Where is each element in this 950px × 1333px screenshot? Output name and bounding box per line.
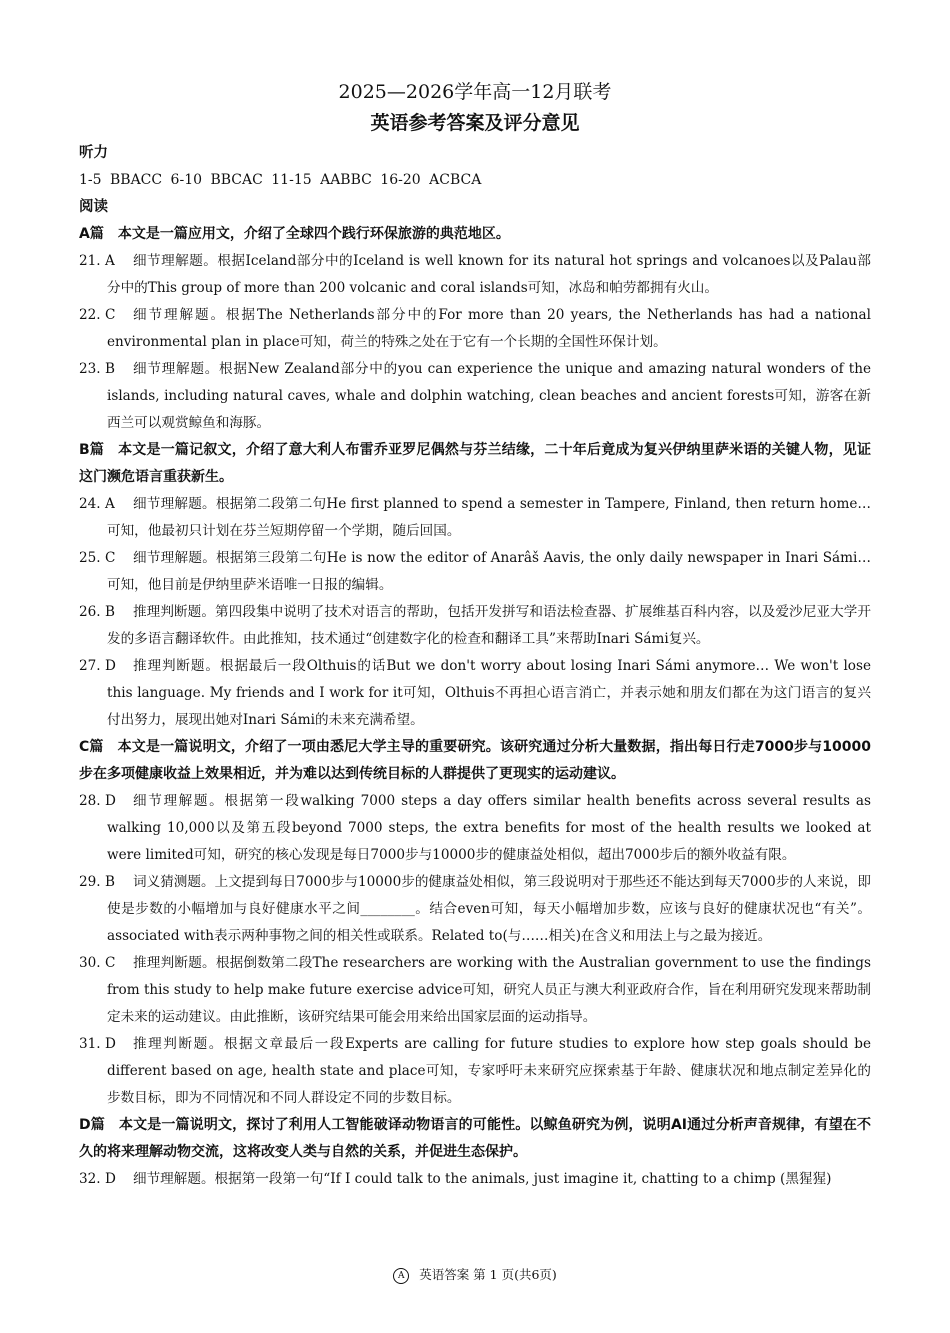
- page-subtitle: 英语参考答案及评分意见: [370, 112, 580, 134]
- answer-key: 27. D: [79, 658, 116, 674]
- listening-answers: 1-5 BBACC 6-10 BBCAC 11-15 AABBC 16-20 ACBCA: [79, 172, 482, 188]
- listening-heading: 听力: [79, 145, 108, 161]
- passage-summary: 本文是一篇说明文，介绍了一项由悉尼大学主导的重要研究。该研究通过分析大量数据，指出每日行走7000步与10000步在多项健康收益上效果相近，并为难以达到传统目标的人群提供了更现实的运动建议。: [79, 739, 872, 782]
- passage-label: B篇: [79, 442, 105, 458]
- answer-explanation: 推理判断题。根据倒数第二段The researchers are working with the Australian government to use the findings from this study to help make future exercise advice可知，研究人员正与澳大利亚政府合作，旨在利用研究发现来帮助制定未来的运动建议。由此推断，该研究结果可能会用来给出国家层面的运动指导。: [107, 955, 871, 1025]
- answer-key: 32. D: [79, 1171, 116, 1187]
- answer-item: [79, 869, 871, 950]
- answer-item: [79, 491, 871, 545]
- answer-key: 22. C: [79, 307, 116, 323]
- answer-explanation: 细节理解题。根据第一段walking 7000 steps a day offers similar health benefits across several results as walking 10,000以及第五段beyond 7000 steps, the extra benefits for most of the health results we looked at were limited可知，研究的核心发现是每日7000步与10000步的健康益处相似，超出7000步后的额外收益有限。: [107, 793, 871, 863]
- passage-d-intro: [79, 1112, 871, 1166]
- answer-explanation: 推理判断题。根据最后一段Olthuis的话But we don't worry about losing Inari Sámi anymore… We won't lose this language. My friends and I work for it可知，Olthuis不再担心语言消亡，并表示她和朋友们都在为这门语言的复兴付出努力，展现出她对Inari Sámi的未来充满希望。: [107, 658, 871, 728]
- answer-key: 24. A: [79, 496, 115, 512]
- answer-key: 23. B: [79, 361, 115, 377]
- answer-explanation: 细节理解题。根据第一段第一句“If I could talk to the animals, just imagine it, chatting to a chimp (黑猩猩): [133, 1171, 832, 1187]
- answer-explanation: 细节理解题。根据第三段第二句He is now the editor of Anarâš Aavis, the only daily newspaper in Inari Sámi…可知，他目前是伊纳里萨米语唯一日报的编辑。: [107, 550, 871, 593]
- answer-sheet-page: [79, 78, 871, 1193]
- answer-key: 26. B: [79, 604, 115, 620]
- answer-explanation: 细节理解题。根据Iceland部分中的Iceland is well known for its natural hot springs and volcanoes以及Palau部分中的This group of more than 200 volcanic and coral islands可知，冰岛和帕劳都拥有火山。: [107, 253, 871, 296]
- answer-explanation: 词义猜测题。上文提到每日7000步与10000步的健康益处相似，第三段说明对于那些还不能达到每天7000步的人来说，即使是步数的小幅增加与良好健康水平之间________。结合even可知，每天小幅增加步数，应该与良好的健康状况也“有关”。associated with表示两种事物之间的相关性或联系。Related to(与……相关)在含义和用法上与之最为接近。: [107, 874, 871, 944]
- answer-item: [79, 302, 871, 356]
- answer-item: [79, 950, 871, 1031]
- page-title: 2025—2026学年高一12月联考: [338, 81, 612, 103]
- answer-item: [79, 1166, 871, 1193]
- answer-key: 29. B: [79, 874, 115, 890]
- answer-item: [79, 545, 871, 599]
- version-badge: A: [393, 1268, 409, 1284]
- answer-key: 21. A: [79, 253, 115, 269]
- passage-label: A篇: [79, 226, 104, 242]
- answer-key: 28. D: [79, 793, 116, 809]
- page-number: 英语答案 第 1 页(共6页): [419, 1267, 557, 1282]
- page-footer: [0, 1266, 950, 1284]
- passage-label: C篇: [79, 739, 104, 755]
- answer-item: [79, 1031, 871, 1112]
- answer-item: [79, 599, 871, 653]
- answer-item: [79, 356, 871, 437]
- passage-label: D篇: [79, 1117, 105, 1133]
- answer-explanation: 推理判断题。第四段集中说明了技术对语言的帮助，包括开发拼写和语法检查器、扩展维基百科内容，以及爱沙尼亚大学开发的多语言翻译软件。由此推知，技术通过“创建数字化的检查和翻译工具”来帮助Inari Sámi复兴。: [107, 604, 871, 647]
- passage-b-intro: [79, 437, 871, 491]
- passage-c-intro: [79, 734, 871, 788]
- passage-summary: 本文是一篇记叙文，介绍了意大利人布雷乔亚罗尼偶然与芬兰结缘，二十年后竟成为复兴伊纳里萨米语的关键人物，见证这门濒危语言重获新生。: [79, 442, 871, 485]
- passage-summary: 本文是一篇说明文，探讨了利用人工智能破译动物语言的可能性。以鲸鱼研究为例，说明AI通过分析声音规律，有望在不久的将来理解动物交流，这将改变人类与自然的关系，并促进生态保护。: [79, 1117, 871, 1160]
- passage-a-intro: [79, 221, 871, 248]
- answer-key: 25. C: [79, 550, 116, 566]
- answer-item: [79, 248, 871, 302]
- answer-item: [79, 653, 871, 734]
- answer-explanation: 推理判断题。根据文章最后一段Experts are calling for future studies to explore how step goals should be different based on age, health state and place可知，专家呼吁未来研究应探索基于年龄、健康状况和地点制定差异化的步数目标，即为不同情况和不同人群设定不同的步数目标。: [107, 1036, 871, 1106]
- answer-explanation: 细节理解题。根据第二段第二句He first planned to spend a semester in Tampere, Finland, then return home…可知，他最初只计划在芬兰短期停留一个学期，随后回国。: [107, 496, 871, 539]
- answer-explanation: 细节理解题。根据New Zealand部分中的you can experience the unique and amazing natural wonders of the islands, including natural caves, whale and dolphin watching, clean beaches and ancient forests可知，游客在新西兰可以观赏鲸鱼和海豚。: [107, 361, 871, 431]
- answer-item: [79, 788, 871, 869]
- answer-key: 30. C: [79, 955, 116, 971]
- answer-key: 31. D: [79, 1036, 116, 1052]
- reading-heading: 阅读: [79, 199, 108, 215]
- answer-explanation: 细节理解题。根据The Netherlands部分中的For more than 20 years, the Netherlands has had a national environmental plan in place可知，荷兰的特殊之处在于它有一个长期的全国性环保计划。: [107, 307, 871, 350]
- passage-summary: 本文是一篇应用文，介绍了全球四个践行环保旅游的典范地区。: [117, 226, 510, 242]
